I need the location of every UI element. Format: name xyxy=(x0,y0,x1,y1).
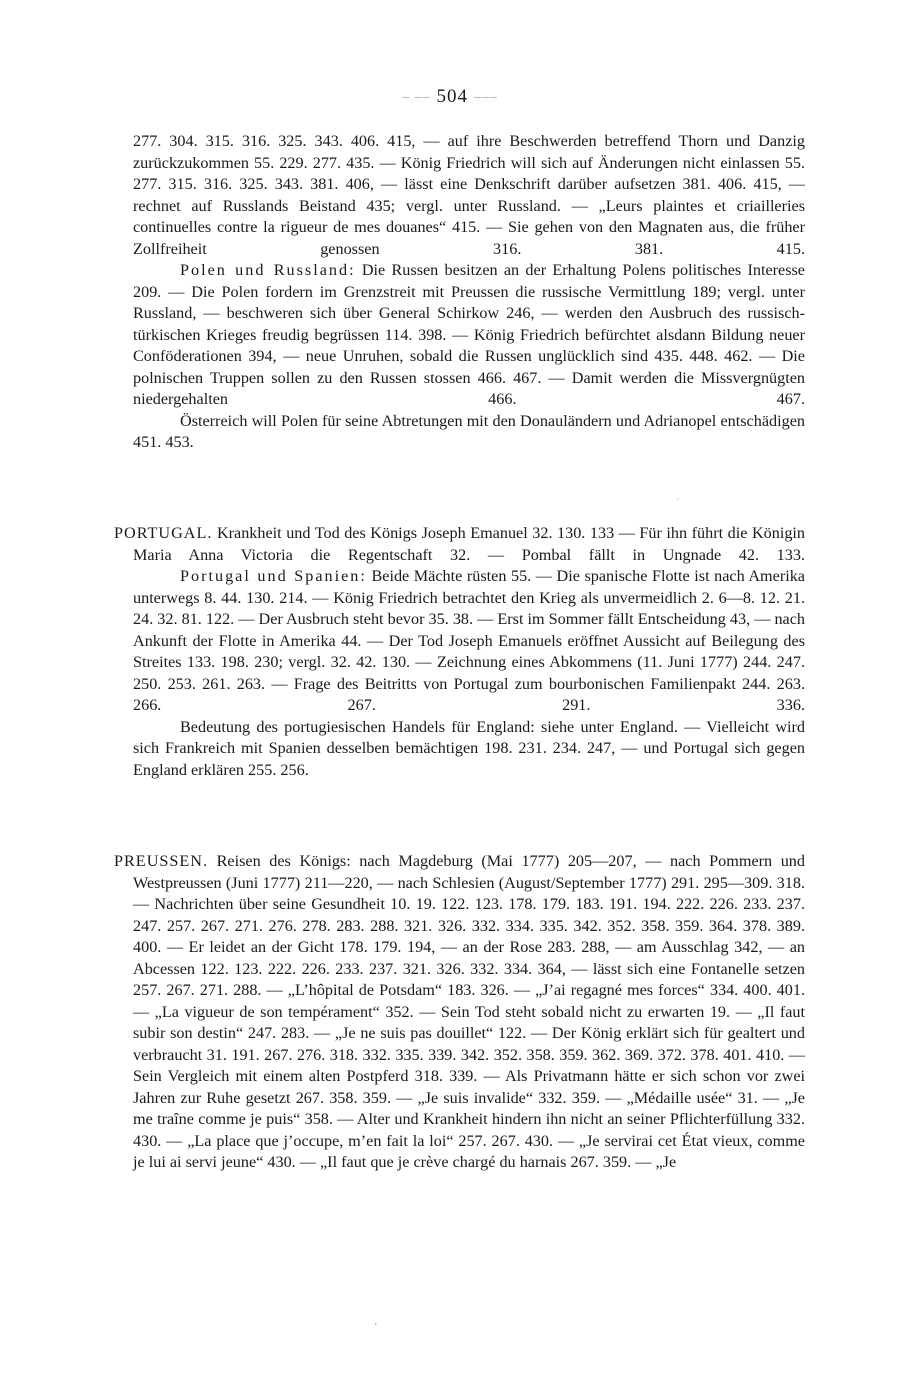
portugal-spanien-paragraph xyxy=(133,566,805,717)
entry-portugal xyxy=(114,523,805,781)
polen-oesterreich-paragraph: Österreich will Polen für seine Abtretungen mit den Donauländern und Adrianopel entschädigen 451. 453. xyxy=(133,411,805,451)
portugal-paragraph-1 xyxy=(114,523,805,566)
preussen-text: Reisen des Königs: nach Magdeburg (Mai 1777) 205—207, — nach Pommern und Westpreussen (Juni 1777) 211—220, — nach Schlesien (August/September 1777) 291. 295—309. 318. — Nachrichten über seine Gesundheit 10. 19. 122. 123. 178. 179. 183. 191. 194. 222. 226. 233. 237. 247. 257. 267. 271. 276. 278. 283. 288. 321. 326. 332. 334. 335. 342. 352. 358. 359. 364. 378. 389. 400. — Er leidet an der Gicht 178. 179. 194, — an der Rose 283. 288, — am Ausschlag 342, — an Abcessen 122. 123. 222. 226. 233. 237. 321. 326. 332. 334. 364, — lässt sich eine Fontanelle setzen 257. 267. 271. 288. — „L’hôpital de Potsdam“ 183. 326. — „J’ai regagné mes forces“ 334. 400. 401. — „La vigueur de son tempérament“ 352. — Sein Tod steht sobald nicht zu erwarten 19. — „Il faut subir son destin“ 247. 283. — „Je ne suis pas douillet“ 122. — Der König erklärt sich für gealtert und verbraucht 31. 191. 267. 276. 318. 332. 335. 339. 342. 352. 358. 359. 362. 369. 372. 378. 401. 410. — Sein Vergleich mit einem alten Postpferd 318. 339. — Als Privatmann hätte er sich schon vor zwei Jahren zur Ruhe gesetzt 267. 358. 359. — „Je suis invalide“ 332. 359. — „Médaille usée“ 31. — „Je me traîne comme je puis“ 358. — Alter und Krankheit hindern ihn nicht an seiner Pflichterfüllung 332. 430. — „La place que j’occupe, m’en fait la loi“ 257. 267. 430. — „Je servirai cet État vieux, comme je lui ai servi jeune“ 430. — „Il faut que je crève chargé du harnais 267. 359. — „Je xyxy=(133,852,805,1171)
page-header xyxy=(0,86,900,108)
header-rule-left: – –– xyxy=(402,89,431,105)
entry-preussen xyxy=(114,851,805,1174)
polen-russland-text: Die Russen besitzen an der Erhaltung Polens politisches Interesse 209. — Die Polen fordern im Grenzstreit mit Preussen die russische Vermittlung 189; vergl. unter Russland, — beschweren sich über General Schirkow 246, — werden den Ausbruch des russisch-türkischen Krieges freudig begrüssen 114. 398. — König Friedrich befürchtet alsdann Bildung neuer Conföderationen 394, — neue Unruhen, sobald die Russen unglücklich sind 435. 448. 462. — Die polnischen Truppen sollen zu den Russen stossen 466. 467. — Damit werden die Missvergnügten niedergehalten 466. 467. xyxy=(133,261,805,408)
subheading-polen-russland: Polen und Russland: xyxy=(180,261,356,279)
preussen-paragraph-1 xyxy=(114,851,805,1174)
portugal-text: Krankheit und Tod des Königs Joseph Emanuel 32. 130. 133 — Für ihn führt die Königin Maria Anna Victoria die Regentschaft 32. — Pombal fällt in Ungnade 42. 133. xyxy=(133,524,805,564)
header-rule-right: ––– xyxy=(473,89,498,105)
portugal-spanien-text: Beide Mächte rüsten 55. — Die spanische Flotte ist nach Amerika unterwegs 8. 44. 130. 214. — König Friedrich betrachtet den Krieg als unvermeidlich 2. 6—8. 12. 21. 24. 32. 81. 122. — Der Ausbruch steht bevor 35. 38. — Erst im Sommer fällt Entscheidung 43, — nach Ankunft der Flotte in Amerika 44. — Der Tod Joseph Emanuels eröffnet Aussicht auf Beilegung des Streites 133. 198. 230; vergl. 32. 42. 130. — Zeichnung eines Abkommens (11. Juni 1777) 244. 247. 250. 253. 261. 263. — Frage des Beitritts von Portugal zum bourbonischen Familienpakt 244. 263. 266. 267. 291. 336. xyxy=(133,567,805,714)
portugal-handel-paragraph: Bedeutung des portugiesischen Handels für England: siehe unter England. — Vielleicht wird sich Frankreich mit Spanien desselben bemächtigen 198. 231. 234. 247, — und Portugal sich gegen England erklären 255. 256. xyxy=(133,717,805,779)
polen-russland-paragraph xyxy=(133,260,805,411)
stray-mark: ´ xyxy=(676,498,680,509)
subheading-portugal-spanien: Portugal und Spanien: xyxy=(180,567,367,585)
stray-mark-bottom: ʼ xyxy=(374,1322,378,1333)
polen-paragraph-1: 277. 304. 315. 316. 325. 343. 406. 415, — auf ihre Beschwerden betreffend Thorn und Danzig zurückzukommen 55. 229. 277. 435. — König Friedrich will sich auf Änderungen nicht einlassen 55. 277. 315. 316. 325. 343. 381. 406, — lässt eine Denkschrift darüber aufsetzen 381. 406. 415, — rechnet auf Russlands Beistand 435; vergl. unter Russland. — „Leurs plaintes et criailleries continuelles contre la rigueur de mes douanes“ 415. — Sie gehen von den Magnaten aus, die früher Zollfreiheit genossen 316. 381. 415. xyxy=(133,132,805,258)
page-number: 504 xyxy=(436,86,468,107)
heading-preussen: PREUSSEN. xyxy=(114,852,209,870)
entry-polen-continued xyxy=(133,131,805,454)
heading-portugal: PORTUGAL. xyxy=(114,524,213,542)
